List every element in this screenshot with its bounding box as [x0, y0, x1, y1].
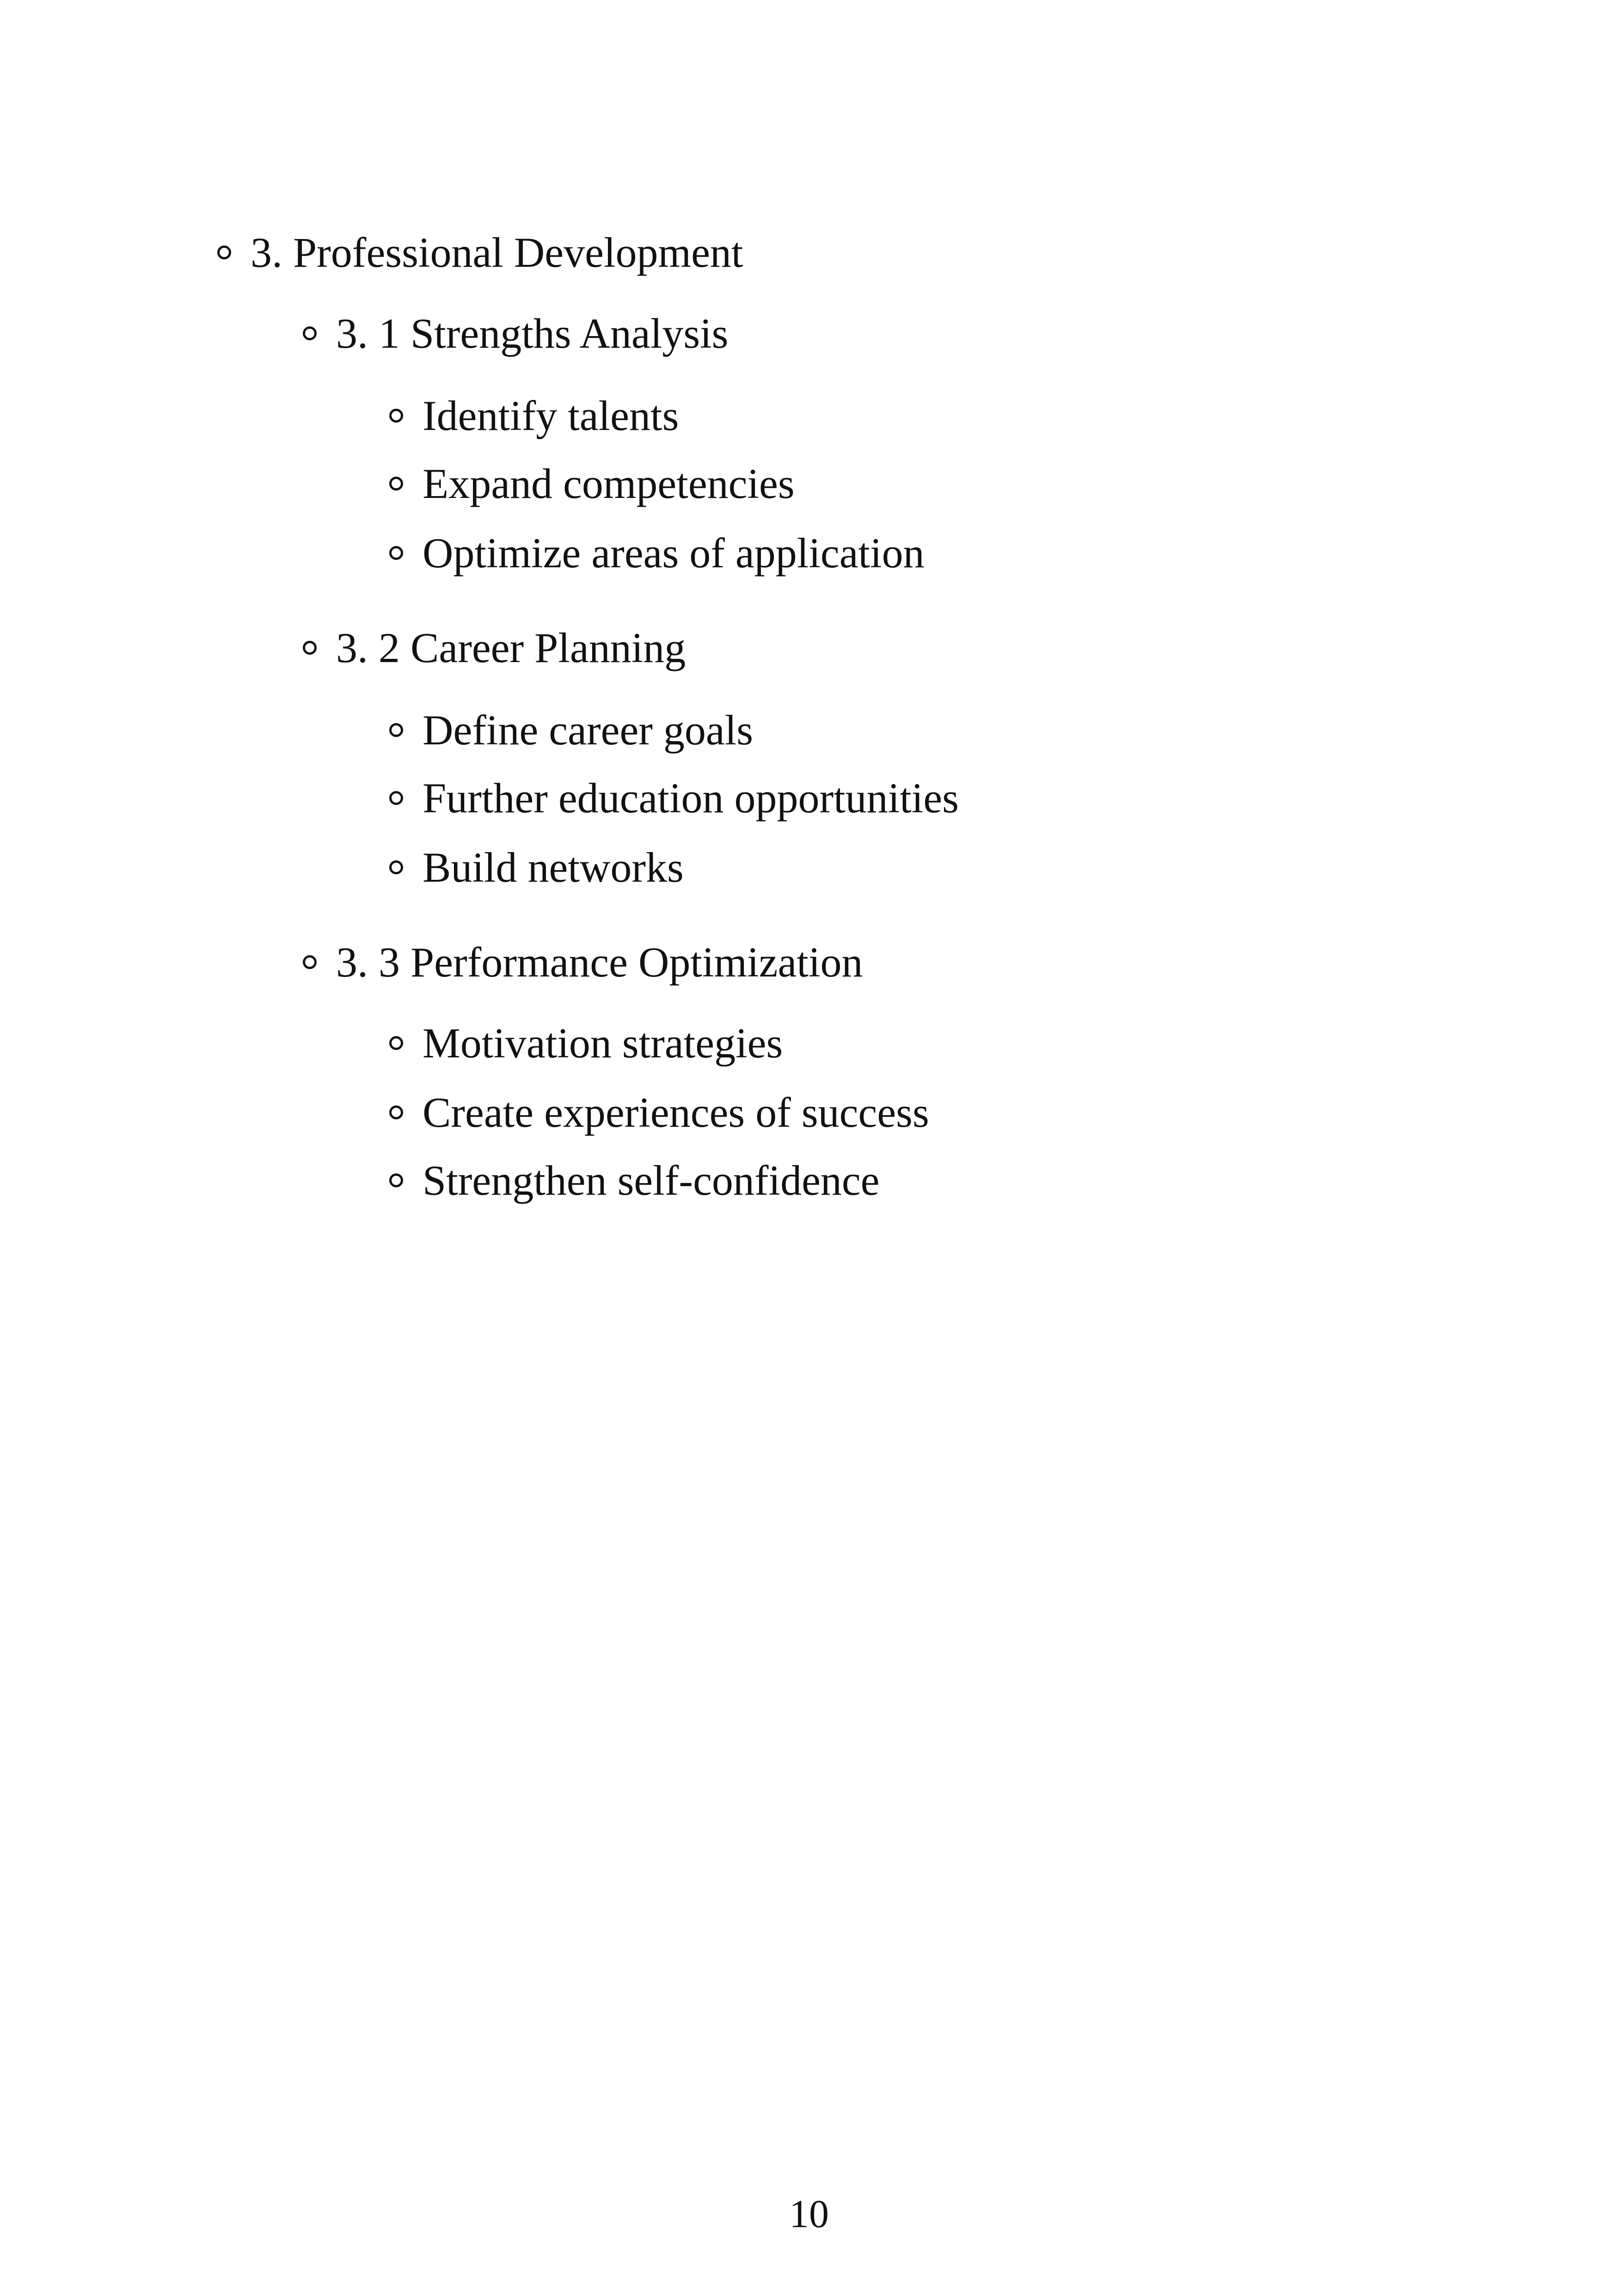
hollow-circle-bullet-icon [389, 860, 403, 874]
outline-subsection-item [303, 312, 728, 355]
outline-item-text: Optimize areas of application [423, 529, 925, 577]
outline-item-text: Strengthen self-confidence [423, 1157, 880, 1204]
hollow-circle-bullet-icon [389, 477, 403, 491]
outline-list-item [389, 1019, 783, 1067]
outline-subsection-title: 3. 3 Performance Optimization [336, 939, 863, 986]
hollow-circle-bullet-icon [303, 326, 317, 340]
outline-list-item [389, 529, 925, 577]
outline-item-text: Build networks [423, 844, 684, 891]
outline-list-item [389, 706, 754, 754]
outline-item-text: Motivation strategies [423, 1019, 783, 1067]
outline-list-item [389, 846, 684, 889]
outline-section-item [217, 231, 743, 274]
hollow-circle-bullet-icon [217, 246, 231, 259]
hollow-circle-bullet-icon [303, 955, 317, 969]
outline-item-text: Identify talents [423, 392, 679, 439]
outline-section-title: 3. Professional Development [251, 229, 743, 276]
hollow-circle-bullet-icon [303, 641, 317, 655]
outline-subsection-title: 3. 1 Strengths Analysis [336, 310, 729, 357]
hollow-circle-bullet-icon [389, 1173, 403, 1187]
outline-list-item [389, 774, 959, 822]
hollow-circle-bullet-icon [389, 723, 403, 737]
outline-item-text: Create experiences of success [423, 1089, 929, 1136]
outline-list-item [389, 462, 795, 505]
outline-item-text: Define career goals [423, 706, 754, 754]
hollow-circle-bullet-icon [389, 791, 403, 805]
hollow-circle-bullet-icon [389, 546, 403, 560]
page-number: 10 [789, 2192, 829, 2236]
outline-subsection-item [303, 626, 686, 669]
hollow-circle-bullet-icon [389, 1105, 403, 1119]
hollow-circle-bullet-icon [389, 1036, 403, 1050]
hollow-circle-bullet-icon [389, 409, 403, 423]
outline-list-item [389, 394, 679, 437]
outline-item-text: Further education opportunities [423, 774, 959, 822]
outline-subsection-item [303, 939, 863, 986]
outline-item-text: Expand competencies [423, 460, 795, 507]
outline-subsection-title: 3. 2 Career Planning [336, 624, 686, 671]
outline-list-item [389, 1159, 880, 1202]
outline-list-item [389, 1091, 929, 1134]
